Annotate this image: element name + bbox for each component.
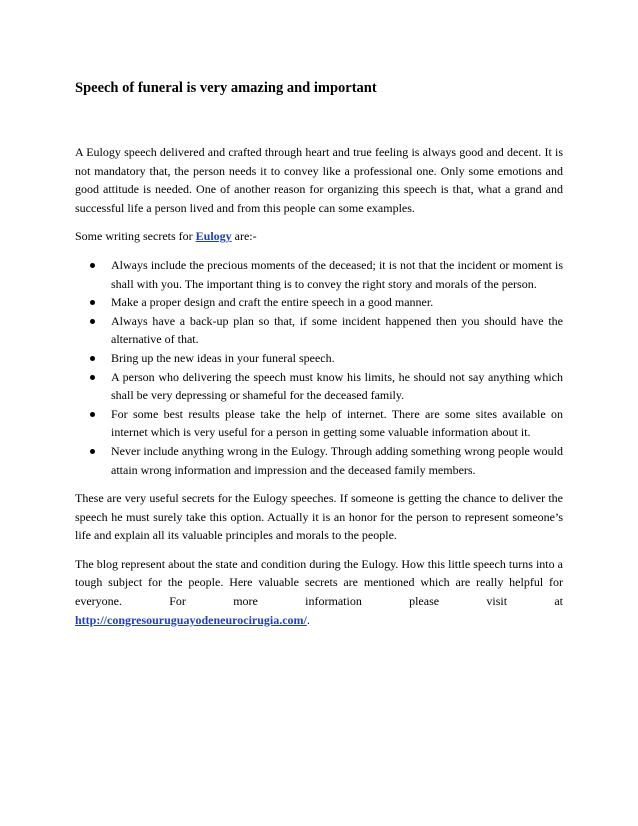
secrets-intro	[75, 227, 563, 246]
visit-link[interactable]: http://congresouruguayodeneurocirugia.com/	[75, 612, 307, 627]
document-title: Speech of funeral is very amazing and important	[75, 80, 377, 96]
eulogy-link[interactable]: Eulogy	[195, 229, 232, 244]
bullet-icon	[90, 449, 95, 454]
list-item: Always have a back-up plan so that, if some incident happened then you should have the alternative of that.	[75, 312, 563, 349]
bullet-icon	[90, 356, 95, 361]
secrets-suffix: are:-	[231, 229, 257, 244]
list-item: A person who delivering the speech must know his limits, he should not say anything which shall be very depressing or shameful for the deceased family.	[75, 368, 563, 405]
visit-line	[75, 611, 563, 630]
visit-suffix: .	[306, 612, 310, 627]
document-body	[75, 143, 563, 629]
list-item: Make a proper design and craft the entire speech in a good manner.	[75, 293, 563, 312]
list-item: For some best results please take the help of internet. There are some sites available on internet which is very useful for a person in getting some valuable information about it.	[75, 405, 563, 442]
blog-paragraph: The blog represent about the state and condition during the Eulogy. How this little speech turns into a tough subject for the people. Here valuable secrets are mentioned which are really helpful for everyone. For more information please visit at	[75, 556, 563, 609]
bullet-icon	[90, 319, 95, 324]
bullet-icon	[90, 375, 95, 380]
bullet-icon	[90, 263, 95, 268]
secrets-prefix: Some writing secrets for	[75, 229, 196, 244]
list-item: Always include the precious moments of the deceased; it is not that the incident or moment is shall with you. The important thing is to convey the right story and morals of the person.	[75, 256, 563, 293]
useful-secrets-paragraph: These are very useful secrets for the Eulogy speeches. If someone is getting the chance to deliver the speech he must surely take this option. Actually it is an honor for the person to represent someone’s life and explain all its valuable principles and morals to the people.	[75, 491, 563, 543]
secrets-list	[75, 256, 563, 479]
list-item: Bring up the new ideas in your funeral speech.	[75, 349, 563, 368]
list-item: Never include anything wrong in the Eulogy. Through adding something wrong people would attain wrong information and impression and the deceased family members.	[75, 442, 563, 479]
intro-paragraph: A Eulogy speech delivered and crafted through heart and true feeling is always good and decent. It is not mandatory that, the person needs it to convey like a professional one. Only some emotions and good attitude is needed. One of another reason for organizing this speech is that, what a grand and successful life a person lived and from this people can some examples.	[75, 145, 563, 215]
bullet-icon	[90, 412, 95, 417]
bullet-icon	[90, 300, 95, 305]
